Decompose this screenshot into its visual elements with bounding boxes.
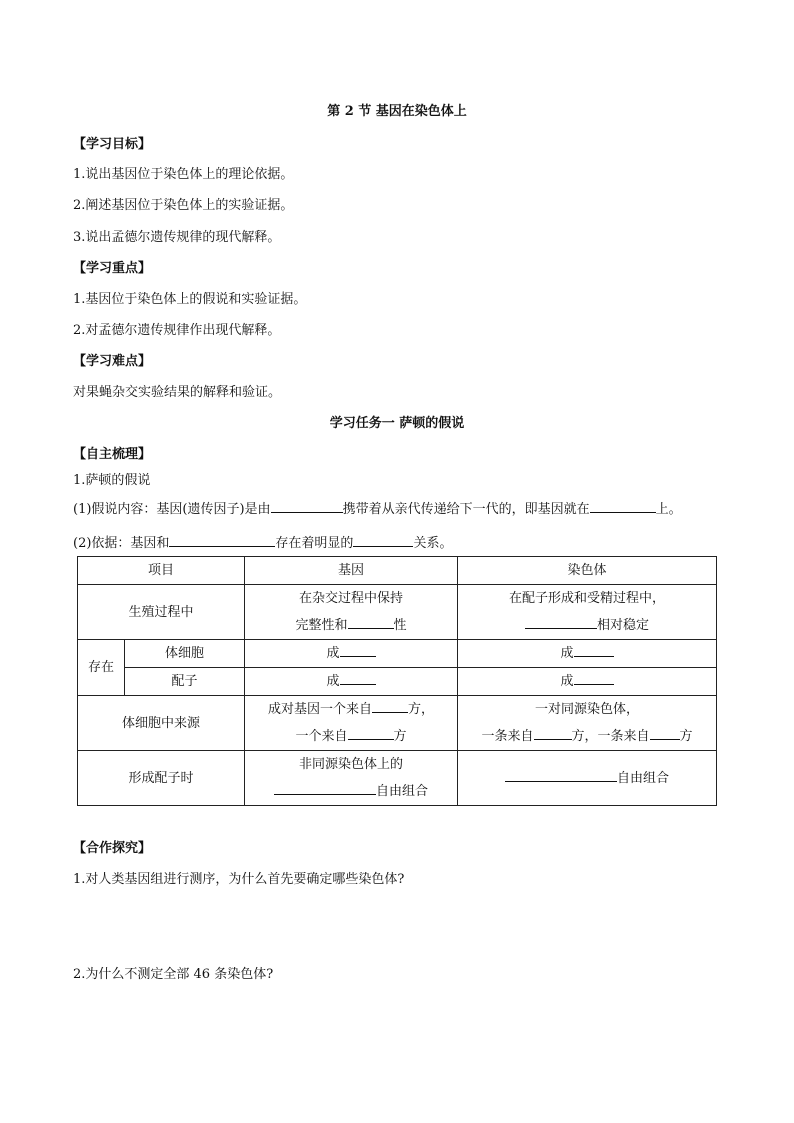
header-chromosome: 染色体 [458, 557, 717, 585]
difficulty-heading: 【学习难点】 [73, 354, 152, 369]
table-header-row [78, 557, 717, 585]
task1-heading: 学习任务一 萨顿的假说 [329, 416, 465, 431]
answer-blank[interactable] [353, 533, 413, 547]
answer-blank[interactable] [525, 615, 597, 629]
row-sublabel: 体细胞 [125, 640, 245, 668]
answer-blank[interactable] [340, 671, 376, 685]
answer-blank[interactable] [650, 726, 680, 740]
answer-blank[interactable] [340, 643, 376, 657]
answer-blank[interactable] [534, 726, 572, 740]
gene-cell [245, 640, 458, 668]
answer-blank[interactable] [348, 726, 394, 740]
goal-item: 2.阐述基因位于染色体上的实验证据。 [73, 198, 294, 213]
answer-blank[interactable] [574, 671, 614, 685]
gene-cell [245, 696, 458, 751]
cell-text: 成 [326, 674, 340, 689]
gene-cell-line [245, 696, 457, 723]
gene-cell [245, 751, 458, 806]
basis-text-c: 关系。 [413, 536, 453, 551]
hypothesis-text-c: 上。 [655, 502, 682, 517]
exist-label: 存在 [78, 640, 125, 696]
cell-text: 方 [393, 729, 407, 744]
chromosome-cell-line: 在配子形成和受精过程中， [509, 591, 666, 606]
chromosome-cell [458, 668, 717, 696]
cell-text: 成 [326, 646, 340, 661]
row-label: 形成配子时 [78, 751, 245, 806]
coop-heading: 【合作探究】 [73, 841, 152, 856]
cell-text: 成对基因一个来自 [268, 702, 373, 717]
cell-text: 成 [560, 646, 574, 661]
cell-text: 相对稳定 [597, 618, 650, 633]
page-title: 第 2 节 基因在染色体上 [327, 104, 467, 119]
answer-blank[interactable] [590, 499, 656, 513]
chromosome-cell [458, 640, 717, 668]
basis-line [73, 533, 452, 552]
gene-cell-line: 在杂交过程中保持 [299, 591, 404, 606]
gene-chromosome-comparison-table [77, 556, 717, 806]
hypothesis-content-line [73, 499, 682, 518]
gene-cell-line [245, 723, 457, 750]
gene-cell-line: 非同源染色体上的 [299, 757, 404, 772]
cell-text: 一个来自 [295, 729, 348, 744]
answer-blank[interactable] [271, 499, 343, 513]
cell-text: 一条来自 [481, 729, 534, 744]
cell-text: 方， [408, 702, 435, 717]
row-label: 体细胞中来源 [78, 696, 245, 751]
goals-heading: 【学习目标】 [73, 137, 152, 152]
table-row [78, 640, 717, 668]
hypothesis-text-b: 携带着从亲代传递给下一代的，即基因就在 [342, 502, 590, 517]
answer-blank[interactable] [372, 699, 408, 713]
chromosome-cell-line: 一对同源染色体， [535, 702, 640, 717]
header-item: 项目 [78, 557, 245, 585]
gene-cell [245, 585, 458, 640]
table-row [78, 696, 717, 751]
answer-blank[interactable] [274, 781, 376, 795]
row-sublabel: 配子 [125, 668, 245, 696]
chromosome-cell [458, 751, 717, 806]
hypothesis-text-a: (1)假说内容：基因(遗传因子)是由 [73, 502, 271, 517]
key-points-heading: 【学习重点】 [73, 261, 152, 276]
chromosome-cell-line [458, 723, 716, 750]
goal-item: 1.说出基因位于染色体上的理论依据。 [73, 167, 294, 182]
sutton-hypothesis-title: 1.萨顿的假说 [73, 473, 151, 488]
difficulty-text: 对果蝇杂交实验结果的解释和验证。 [73, 385, 282, 400]
key-point-item: 2.对孟德尔遗传规律作出现代解释。 [73, 323, 281, 338]
basis-text-a: (2)依据：基因和 [73, 536, 170, 551]
cell-text: 方 [679, 729, 693, 744]
chromosome-cell-line [458, 612, 716, 639]
chromosome-cell [458, 585, 717, 640]
gene-cell [245, 668, 458, 696]
basis-text-b: 存在着明显的 [275, 536, 354, 551]
table-row [78, 668, 717, 696]
answer-blank[interactable] [574, 643, 614, 657]
gene-cell-line [245, 612, 457, 639]
chromosome-cell [458, 696, 717, 751]
header-gene: 基因 [245, 557, 458, 585]
question-item: 1.对人类基因组进行测序，为什么首先要确定哪些染色体? [73, 872, 405, 887]
answer-blank[interactable] [169, 533, 275, 547]
cell-text: 方，一条来自 [571, 729, 650, 744]
key-point-item: 1.基因位于染色体上的假说和实验证据。 [73, 292, 307, 307]
cell-text: 自由组合 [376, 784, 429, 799]
gene-cell-line [245, 778, 457, 805]
cell-text: 性 [393, 618, 407, 633]
table-row [78, 751, 717, 806]
goal-item: 3.说出孟德尔遗传规律的现代解释。 [73, 230, 281, 245]
answer-blank[interactable] [505, 768, 617, 782]
cell-text: 完整性和 [295, 618, 348, 633]
self-study-heading: 【自主梳理】 [73, 447, 152, 462]
question-item: 2.为什么不测定全部 46 条染色体? [73, 967, 274, 982]
cell-text: 自由组合 [617, 770, 670, 786]
answer-blank[interactable] [348, 615, 394, 629]
cell-text: 成 [560, 674, 574, 689]
table-row [78, 585, 717, 640]
row-label: 生殖过程中 [78, 585, 245, 640]
